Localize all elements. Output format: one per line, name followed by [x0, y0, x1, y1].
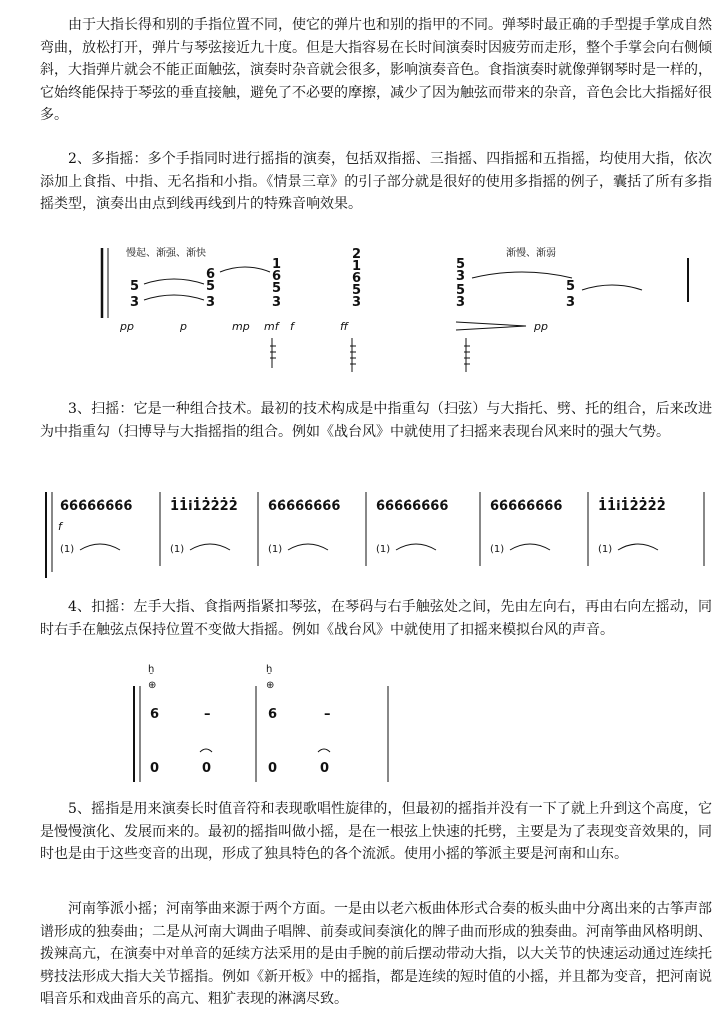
paragraph-3: 3、扫摇：它是一种组合技术。最初的技术构成是中指重勾（扫弦）与大指托、劈、托的组合，后来改进为中指重勾（扫博导与大指摇指的组合。例如《战台风》中就使用了扫摇来表现台风来时的强大气势。 — [40, 401, 712, 440]
svg-text:(1): (1) — [60, 544, 75, 555]
svg-text:p: p — [180, 320, 187, 333]
svg-text:3: 3 — [566, 295, 576, 310]
svg-text:⊕: ⊕ — [266, 680, 275, 691]
tremolo-chords — [130, 247, 642, 310]
svg-text:5: 5 — [456, 283, 466, 298]
tremolo-marks — [270, 338, 470, 372]
svg-text:6: 6 — [272, 269, 282, 284]
svg-text:ḫ: ḫ — [148, 664, 155, 675]
svg-text:–: – — [324, 707, 331, 722]
svg-text:1: 1 — [352, 259, 362, 274]
score-multi-finger — [96, 238, 696, 378]
svg-text:pp: pp — [534, 320, 548, 333]
svg-text:1̇1̇i1̇2̇2̇2̇2̇: 1̇1̇i1̇2̇2̇2̇2̇ — [170, 499, 238, 514]
svg-text:ḫ: ḫ — [266, 664, 273, 675]
svg-text:0: 0 — [320, 761, 330, 776]
svg-text:3: 3 — [352, 295, 362, 310]
svg-text:(1): (1) — [598, 544, 613, 555]
svg-text:5: 5 — [272, 281, 282, 296]
sweep-dynamic: f — [58, 520, 62, 533]
svg-text:6̇6̇6̇6̇6̇6̇6̇6̇: 6̇6̇6̇6̇6̇6̇6̇6̇ — [490, 499, 563, 514]
dynamics-line — [119, 320, 548, 333]
svg-text:1̇1̇i1̇2̇2̇2̇2̇: 1̇1̇i1̇2̇2̇2̇2̇ — [598, 499, 666, 514]
sweep-lower-row — [60, 544, 658, 555]
svg-text:5: 5 — [566, 279, 576, 294]
svg-text:6̇6̇6̇6̇6̇6̇6̇6̇: 6̇6̇6̇6̇6̇6̇6̇6̇ — [268, 499, 341, 514]
svg-text:3: 3 — [456, 295, 466, 310]
svg-text:5: 5 — [130, 279, 140, 294]
svg-text:(1): (1) — [268, 544, 283, 555]
svg-text:0: 0 — [268, 761, 278, 776]
tempo-left: 慢起、渐强、渐快 — [126, 248, 206, 259]
svg-text:6: 6 — [206, 267, 216, 282]
press-lower — [150, 749, 330, 776]
tempo-right: 渐慢、渐弱 — [506, 248, 556, 259]
svg-text:(1): (1) — [490, 544, 505, 555]
svg-text:–: – — [204, 707, 211, 722]
svg-text:mf: mf — [264, 320, 279, 333]
svg-text:pp: pp — [120, 320, 134, 333]
svg-text:f: f — [290, 320, 294, 333]
paragraph-6: 河南筝派小摇；河南筝曲来源于两个方面。一是由以老六板曲体形式合奏的板头曲中分离出来的古筝声部谱形成的独奏曲；二是从河南大调曲子唱牌、前奏或间奏演化的牌子曲而形成的独奏曲。河南筝曲风格明朗、拨辣高亢，在演奏中对单音的延续方法采用的是由手腕的前后摆动带动大指，以大关节的快速运动通过连续托劈技法形成大指大关节摇指。例如《新开板》中的摇指，都是连续的短时值的小摇，并且都为变音，把河南说唱音乐和戏曲音乐的高亢、粗犷表现的淋漓尽致。 — [40, 901, 712, 1007]
svg-text:3: 3 — [206, 295, 216, 310]
paragraph-1: 由于大指长得和别的手指位置不同，使它的弹片也和别的指甲的不同。弹琴时最正确的手型提手掌成自然弯曲，放松打开，弹片与琴弦接近九十度。但是大指容易在长时间演奏时因疲劳而走形，整个手掌会向右侧倾斜，大指弹片就会不能正面触弦，演奏时杂音就会很多，影响演奏音色。食指演奏时就像弹钢琴时是一样的，它始终能保持于琴弦的垂直接触，避免了不必要的摩擦，减少了因为触弦而带来的杂音，音色会比大指摇好很多。 — [40, 17, 712, 123]
svg-text:(1): (1) — [376, 544, 391, 555]
svg-text:(1): (1) — [170, 544, 185, 555]
svg-text:1: 1 — [272, 257, 282, 272]
paragraph-5: 5、摇指是用来演奏长时值音符和表现歌唱性旋律的，但最初的摇指并没有一下了就上升到这个高度，它是慢慢演化、发展而来的。最初的摇指叫做小摇，是在一根弦上快速的托劈，主要是为了表现变音效果的，同时也是由于这些变音的出现，形成了独具特色的各个流派。使用小摇的筝派主要是河南和山东。 — [40, 801, 712, 862]
svg-text:2: 2 — [352, 247, 362, 262]
svg-text:ff: ff — [340, 320, 348, 333]
svg-text:6: 6 — [150, 707, 160, 722]
svg-text:0: 0 — [150, 761, 160, 776]
svg-text:5: 5 — [352, 283, 362, 298]
svg-text:6: 6 — [352, 271, 362, 286]
svg-text:3: 3 — [456, 269, 466, 284]
svg-text:3: 3 — [130, 295, 140, 310]
score-press-tremolo — [130, 656, 400, 786]
paragraph-2: 2、多指摇：多个手指同时进行摇指的演奏，包括双指摇、三指摇、四指摇和五指摇，均使用大指，依次添加上食指、中指、无名指和小指。《情景三章》的引子部分就是很好的使用多指摇的例子，囊括了所有多指摇类型，演奏出由点到线再线到片的特殊音响效果。 — [40, 151, 712, 212]
paragraph-4: 4、扣摇：左手大指、食指两指紧扣琴弦，在琴码与右手触弦处之间，先由左向右，再由右向左摇动，同时右手在触弦点保持位置不变做大指摇。例如《战台风》中就使用了扣摇来模拟台风的声音。 — [40, 599, 712, 638]
svg-text:6: 6 — [268, 707, 278, 722]
svg-text:0: 0 — [202, 761, 212, 776]
svg-text:3: 3 — [272, 295, 282, 310]
svg-text:⊕: ⊕ — [148, 680, 157, 691]
score-sweep-tremolo — [40, 486, 712, 582]
svg-text:6̇6̇6̇6̇6̇6̇6̇6̇: 6̇6̇6̇6̇6̇6̇6̇6̇ — [376, 499, 449, 514]
svg-text:5: 5 — [206, 279, 216, 294]
svg-text:mp: mp — [232, 320, 250, 333]
svg-text:6̇6̇6̇6̇6̇6̇6̇6̇: 6̇6̇6̇6̇6̇6̇6̇6̇ — [60, 499, 133, 514]
svg-text:5: 5 — [456, 257, 466, 272]
